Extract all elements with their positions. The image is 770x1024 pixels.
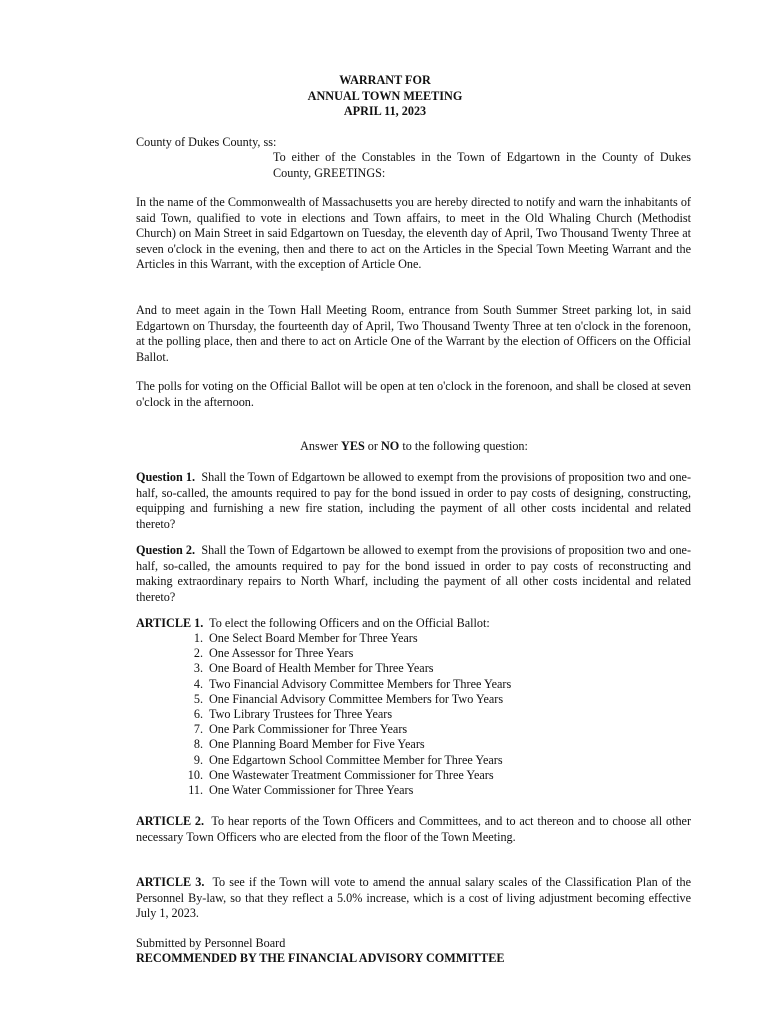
question-1 xyxy=(136,470,691,532)
list-item xyxy=(180,783,700,798)
list-item-number: 8. xyxy=(193,737,203,752)
list-item-number: 10. xyxy=(187,767,203,782)
article-3-text: To see if the Town will vote to amend the annual salary scales of the Classification Plan of the Personnel By-law, so that they reflect a 5.0% increase, which is a cost of living adjustment becoming effective July 1, 2023. xyxy=(136,875,692,920)
list-item xyxy=(180,768,700,783)
question-2-label: Question 2. xyxy=(136,543,196,557)
list-item-text: One Edgartown School Committee Member for Three Years xyxy=(209,752,503,767)
question-1-text: Shall the Town of Edgartown be allowed to exempt from the provisions of proposition two and one-half, so-called, the amounts required to pay for the bond issued in order to pay costs of designing, constructing, equipping and furnishing a new fire station, including the payment of all other costs incidental and related thereto? xyxy=(136,470,692,531)
article-2 xyxy=(136,814,691,845)
article-1-heading xyxy=(136,616,691,632)
list-item-number: 4. xyxy=(193,676,203,691)
answer-yes: YES xyxy=(341,439,365,453)
list-item-number: 11. xyxy=(188,782,203,797)
list-item-text: Two Financial Advisory Committee Members for Three Years xyxy=(209,676,512,691)
list-item-text: One Financial Advisory Committee Members for Two Years xyxy=(209,691,504,706)
question-2-text: Shall the Town of Edgartown be allowed to exempt from the provisions of proposition two and one-half, so-called, the amounts required to pay for the bond issued in order to pay costs of reconstructing and making extraordinary repairs to North Wharf, including the payment of all other costs incidental and related thereto? xyxy=(136,543,692,604)
title-line-1: WARRANT FOR xyxy=(339,73,431,87)
county-line: County of Dukes County, ss: xyxy=(136,135,277,149)
article-2-text: To hear reports of the Town Officers and Committees, and to act thereon and to choose all other necessary Town Officers who are elected from the floor of the Town Meeting. xyxy=(136,814,692,844)
list-item xyxy=(180,753,700,768)
list-item xyxy=(180,646,700,661)
list-item xyxy=(180,692,700,707)
answer-suffix: to the following question: xyxy=(402,439,528,453)
list-item xyxy=(180,661,700,676)
list-item-text: One Park Commissioner for Three Years xyxy=(209,722,408,737)
list-item xyxy=(180,722,700,737)
title-line-3: APRIL 11, 2023 xyxy=(343,104,427,118)
list-item-number: 5. xyxy=(193,691,203,706)
list-item-number: 6. xyxy=(193,706,203,721)
constables-text: To either of the Constables in the Town of Edgartown in the County of Dukes County, GREETINGS: xyxy=(273,150,691,180)
article-1-label: ARTICLE 1. xyxy=(136,616,204,630)
list-item-text: One Wastewater Treatment Commissioner for Three Years xyxy=(209,767,494,782)
paragraph-meet-again: And to meet again in the Town Hall Meeting Room, entrance from South Summer Street parking lot, in said Edgartown on Thursday, the fourteenth day of April, Two Thousand Twenty Three at ten o'clock in the forenoon, at the polling place, then and there to act on Article One of the Warrant by the election of Officers on the Official Ballot. xyxy=(136,303,691,364)
question-2 xyxy=(136,543,691,605)
article-1-text: To elect the following Officers and on the Official Ballot: xyxy=(209,616,490,630)
article-2-label: ARTICLE 2. xyxy=(136,814,205,828)
answer-prefix: Answer xyxy=(300,439,338,453)
recommendation: RECOMMENDED BY THE FINANCIAL ADVISORY COMMITTEE xyxy=(136,951,505,965)
question-1-label: Question 1. xyxy=(136,470,196,484)
warrant-title xyxy=(0,73,770,120)
officers-list xyxy=(180,631,700,798)
list-item-text: One Board of Health Member for Three Years xyxy=(209,661,434,676)
list-item-number: 3. xyxy=(193,661,203,676)
list-item-text: One Select Board Member for Three Years xyxy=(209,631,418,645)
list-item-text: One Assessor for Three Years xyxy=(209,646,354,661)
list-item-number: 2. xyxy=(193,646,203,661)
list-item xyxy=(180,631,700,646)
list-item xyxy=(180,677,700,692)
list-item-number: 7. xyxy=(193,722,203,737)
answer-no: NO xyxy=(381,439,400,453)
list-item-number: 9. xyxy=(193,752,203,767)
list-item-number: 1. xyxy=(193,631,203,645)
list-item-text: One Water Commissioner for Three Years xyxy=(209,782,414,797)
list-item-text: Two Library Trustees for Three Years xyxy=(209,706,393,721)
submitted-by: Submitted by Personnel Board xyxy=(136,936,286,950)
article-3 xyxy=(136,875,691,922)
list-item xyxy=(180,707,700,722)
answer-line xyxy=(136,439,692,455)
paragraph-polls: The polls for voting on the Official Ballot will be open at ten o'clock in the forenoon, and shall be closed at seven o'clock in the afternoon. xyxy=(136,379,691,409)
constables-greeting xyxy=(136,150,691,181)
paragraph-greeting: In the name of the Commonwealth of Massachusetts you are hereby directed to notify and warn the inhabitants of said Town, qualified to vote in elections and Town affairs, to meet in the Old Whaling Church (Methodist Church) on Main Street in said Edgartown on Tuesday, the eleventh day of April, Two Thousand Twenty Three at seven o'clock in the evening, then and there to act on the Articles in the Special Town Meeting Warrant and the Articles in this Warrant, with the exception of Article One. xyxy=(136,195,691,271)
article-3-label: ARTICLE 3. xyxy=(136,875,205,889)
list-item xyxy=(180,737,700,752)
list-item-text: One Planning Board Member for Five Years xyxy=(209,737,425,752)
answer-or: or xyxy=(367,439,378,453)
title-line-2: ANNUAL TOWN MEETING xyxy=(307,88,463,103)
